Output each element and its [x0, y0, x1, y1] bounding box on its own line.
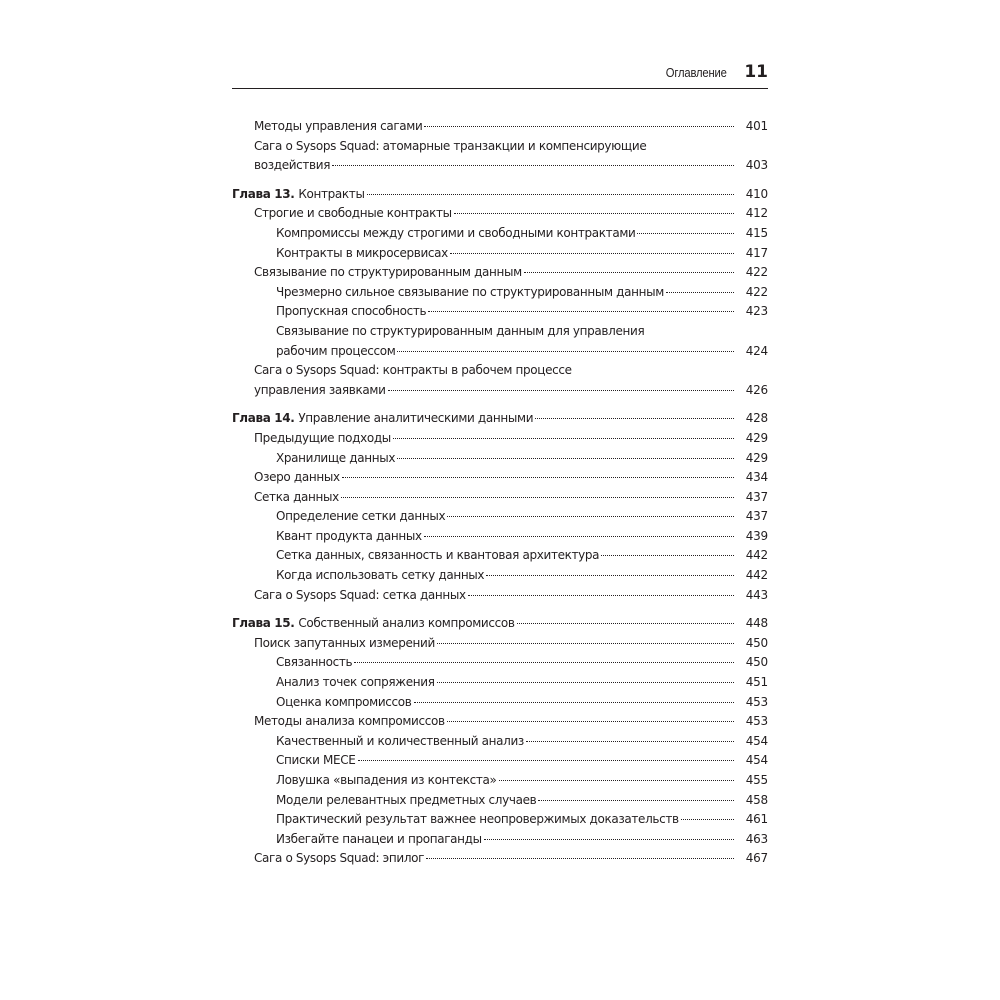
toc-entry-title: Пропускная способность: [276, 304, 427, 319]
toc-entry-line: [276, 830, 736, 850]
toc-entry-title: Методы анализа компромиссов: [254, 714, 445, 729]
toc-entry-line: [276, 673, 736, 693]
toc-entry-title: Качественный и количественный анализ: [276, 733, 524, 748]
dot-leader: [428, 311, 734, 312]
toc-entry: [232, 263, 768, 283]
toc-entry-line: [276, 791, 736, 811]
table-of-contents: [232, 117, 768, 869]
dot-leader: [426, 858, 734, 859]
toc-entry-page-number: 442: [745, 568, 768, 583]
toc-entry: [232, 302, 768, 322]
toc-entry-line: [276, 751, 736, 771]
toc-entry-line: [276, 244, 736, 264]
toc-entry-line: [254, 488, 736, 508]
dot-leader: [484, 839, 734, 840]
toc-entry-title: Модели релевантных предметных случаев: [276, 792, 537, 807]
toc-entry-title: Методы управления сагами: [254, 119, 423, 133]
toc-entry-line: [232, 614, 736, 634]
toc-entry: [232, 566, 768, 586]
toc-entry: [232, 322, 768, 361]
toc-entry-page-number: 429: [745, 430, 768, 445]
dot-leader: [666, 292, 734, 293]
dot-leader: [424, 536, 734, 537]
dot-leader: [486, 575, 734, 576]
toc-entry-line: [276, 693, 736, 713]
toc-entry-page-number: 458: [745, 792, 768, 807]
toc-entry-line: [276, 224, 736, 244]
dot-leader: [424, 126, 734, 127]
toc-entry-page-number: 453: [745, 694, 768, 709]
toc-entry-line: [276, 653, 736, 673]
chapter-label: Глава 13.: [232, 186, 299, 201]
dot-leader: [447, 516, 734, 517]
toc-entry: [232, 791, 768, 811]
toc-entry-page-number: 453: [745, 714, 768, 729]
toc-entry-title: Собственный анализ компромиссов: [298, 616, 515, 631]
dot-leader: [535, 418, 734, 419]
toc-entry: [232, 653, 768, 673]
toc-entry-title: Предыдущие подходы: [254, 430, 391, 445]
toc-entry: [232, 830, 768, 850]
toc-entry: [232, 771, 768, 791]
toc-entry-title: Ловушка «выпадения из контекста»: [276, 773, 497, 787]
dot-leader: [342, 477, 734, 478]
toc-entry: [232, 751, 768, 771]
toc-entry-page-number: 410: [745, 186, 768, 201]
toc-entry-page-number: 437: [745, 489, 768, 504]
running-header: [232, 62, 768, 86]
toc-entry-page-number: 442: [745, 548, 768, 563]
toc-entry-line: [254, 712, 736, 732]
toc-chapter-entry: [232, 614, 768, 634]
chapter-label: Глава 15.: [232, 616, 299, 631]
toc-entry-line: [254, 156, 736, 176]
toc-entry-title: Хранилище данных: [276, 450, 396, 465]
toc-entry-page-number: 424: [745, 343, 768, 358]
toc-entry-line: [254, 429, 736, 449]
toc-entry-page-number: 450: [745, 635, 768, 650]
toc-entry-title: управления заявками: [254, 382, 386, 397]
toc-entry-page-number: 451: [745, 675, 768, 690]
toc-entry-line: [276, 732, 736, 752]
toc-entry-title-line: Связывание по структурированным данным для управления: [276, 323, 645, 338]
toc-entry-page-number: 428: [745, 411, 768, 426]
dot-leader: [681, 819, 734, 820]
toc-entry-page-number: 454: [745, 733, 768, 748]
toc-entry-line: [254, 849, 736, 869]
toc-entry-line: [276, 449, 736, 469]
toc-entry: [232, 117, 768, 137]
toc-entry-line: [276, 507, 736, 527]
toc-entry-page-number: 415: [745, 225, 768, 240]
toc-entry: [232, 507, 768, 527]
toc-entry: [232, 586, 768, 606]
toc-entry-title: воздействия: [254, 158, 331, 173]
toc-entry-title: Сетка данных: [254, 489, 339, 504]
dot-leader: [367, 194, 734, 195]
toc-entry-title: рабочим процессом: [276, 343, 396, 358]
toc-entry-title: Управление аналитическими данными: [298, 411, 534, 426]
toc-entry-page-number: 448: [745, 616, 768, 631]
toc-entry-line: [254, 381, 736, 401]
toc-entry-page-number: 463: [745, 831, 768, 846]
toc-entry-title: Когда использовать сетку данных: [276, 568, 485, 583]
toc-entry-page-number: 412: [745, 206, 768, 221]
toc-entry: [232, 849, 768, 869]
toc-entry-page-number: 450: [745, 655, 768, 670]
toc-entry: [232, 712, 768, 732]
toc-entry-page-number: 443: [745, 587, 768, 602]
toc-entry-title: Квант продукта данных: [276, 528, 422, 543]
page-number: 11: [744, 62, 768, 82]
dot-leader: [447, 721, 734, 722]
toc-entry-page-number: 426: [745, 382, 768, 397]
toc-entry-page-number: 437: [745, 509, 768, 524]
dot-leader: [358, 760, 734, 761]
toc-entry-page-number: 434: [745, 470, 768, 485]
dot-leader: [397, 458, 734, 459]
toc-entry-title: Сетка данных, связанность и квантовая архитектура: [276, 548, 600, 563]
toc-entry-title: Анализ точек сопряжения: [276, 675, 435, 690]
toc-entry: [232, 429, 768, 449]
dot-leader: [526, 741, 734, 742]
toc-entry-line: [254, 468, 736, 488]
dot-leader: [393, 438, 734, 439]
toc-entry-page-number: 454: [745, 753, 768, 768]
toc-entry-page-number: 461: [745, 812, 768, 827]
toc-entry: [232, 693, 768, 713]
toc-entry-line: [254, 634, 736, 654]
toc-entry-page-number: 467: [745, 851, 768, 866]
toc-entry-line: [276, 283, 736, 303]
dot-leader: [538, 800, 734, 801]
dot-leader: [354, 662, 734, 663]
toc-entry-page-number: 439: [745, 528, 768, 543]
toc-entry-line: [254, 263, 736, 283]
toc-entry-title: Сага о Sysops Squad: сетка данных: [254, 587, 466, 602]
toc-entry-title: Оценка компромиссов: [276, 694, 412, 709]
dot-leader: [468, 595, 734, 596]
toc-entry-title: Связанность: [276, 655, 353, 670]
toc-entry-title: Строгие и свободные контракты: [254, 206, 452, 221]
toc-entry-line: [254, 117, 736, 137]
toc-entry-title: Контракты в микросервисах: [276, 245, 448, 260]
toc-entry-title: Избегайте панацеи и пропаганды: [276, 831, 482, 846]
toc-entry: [232, 673, 768, 693]
toc-entry-line: [276, 771, 736, 791]
dot-leader: [454, 213, 734, 214]
dot-leader: [332, 165, 734, 166]
toc-entry: [232, 546, 768, 566]
toc-entry: [232, 244, 768, 264]
dot-leader: [437, 682, 734, 683]
toc-entry-title: Связывание по структурированным данным: [254, 265, 522, 280]
toc-entry: [232, 810, 768, 830]
toc-entry-title: Практический результат важнее неопровержимых доказательств: [276, 812, 679, 827]
toc-entry-title: Озеро данных: [254, 470, 340, 485]
toc-entry-page-number: 455: [745, 773, 768, 787]
toc-entry: [232, 137, 768, 176]
toc-entry: [232, 634, 768, 654]
toc-entry-title: Контракты: [298, 186, 365, 201]
toc-entry-page-number: 422: [745, 284, 768, 299]
dot-leader: [341, 497, 734, 498]
toc-entry-title-line: Сага о Sysops Squad: атомарные транзакции и компенсирующие: [254, 138, 647, 153]
dot-leader: [450, 253, 734, 254]
toc-entry-page-number: 422: [745, 265, 768, 280]
toc-entry: [232, 468, 768, 488]
toc-entry: [232, 488, 768, 508]
toc-entry-page-number: 417: [745, 245, 768, 260]
dot-leader: [388, 390, 734, 391]
toc-entry-line: [232, 409, 736, 429]
toc-entry-title: Сага о Sysops Squad: эпилог: [254, 851, 425, 866]
dot-leader: [397, 351, 734, 352]
toc-entry: [232, 527, 768, 547]
toc-entry: [232, 361, 768, 400]
toc-entry-line: [276, 810, 736, 830]
running-title: Оглавление: [665, 66, 727, 80]
toc-entry-title-line: Сага о Sysops Squad: контракты в рабочем процессе: [254, 363, 572, 378]
toc-entry-title: Списки MECE: [276, 753, 356, 768]
toc-entry: [232, 224, 768, 244]
toc-entry-title: Определение сетки данных: [276, 509, 446, 524]
toc-entry-line: [276, 566, 736, 586]
toc-entry: [232, 449, 768, 469]
toc-entry-title: Компромиссы между строгими и свободными контрактами: [276, 225, 636, 240]
dot-leader: [499, 780, 734, 781]
toc-entry-title: Чрезмерно сильное связывание по структурированным данным: [276, 284, 664, 299]
toc-entry: [232, 283, 768, 303]
toc-entry-page-number: 429: [745, 450, 768, 465]
dot-leader: [637, 233, 734, 234]
toc-entry-page-number: 403: [745, 158, 768, 173]
toc-entry-line: [276, 546, 736, 566]
toc-entry-line: [276, 302, 736, 322]
header-rule: [232, 88, 768, 89]
toc-entry-line: [276, 527, 736, 547]
toc-chapter-entry: [232, 185, 768, 205]
toc-entry-line: [276, 342, 736, 362]
dot-leader: [517, 623, 734, 624]
toc-entry-line: [254, 204, 736, 224]
toc-entry: [232, 732, 768, 752]
dot-leader: [601, 555, 734, 556]
toc-entry-page-number: 401: [745, 119, 768, 133]
toc-entry-title: Поиск запутанных измерений: [254, 635, 435, 650]
toc-entry-page-number: 423: [745, 304, 768, 319]
toc-chapter-entry: [232, 409, 768, 429]
dot-leader: [414, 702, 734, 703]
dot-leader: [437, 643, 734, 644]
toc-entry-line: [232, 185, 736, 205]
toc-entry: [232, 204, 768, 224]
toc-entry-line: [254, 586, 736, 606]
dot-leader: [524, 272, 734, 273]
chapter-label: Глава 14.: [232, 411, 299, 426]
